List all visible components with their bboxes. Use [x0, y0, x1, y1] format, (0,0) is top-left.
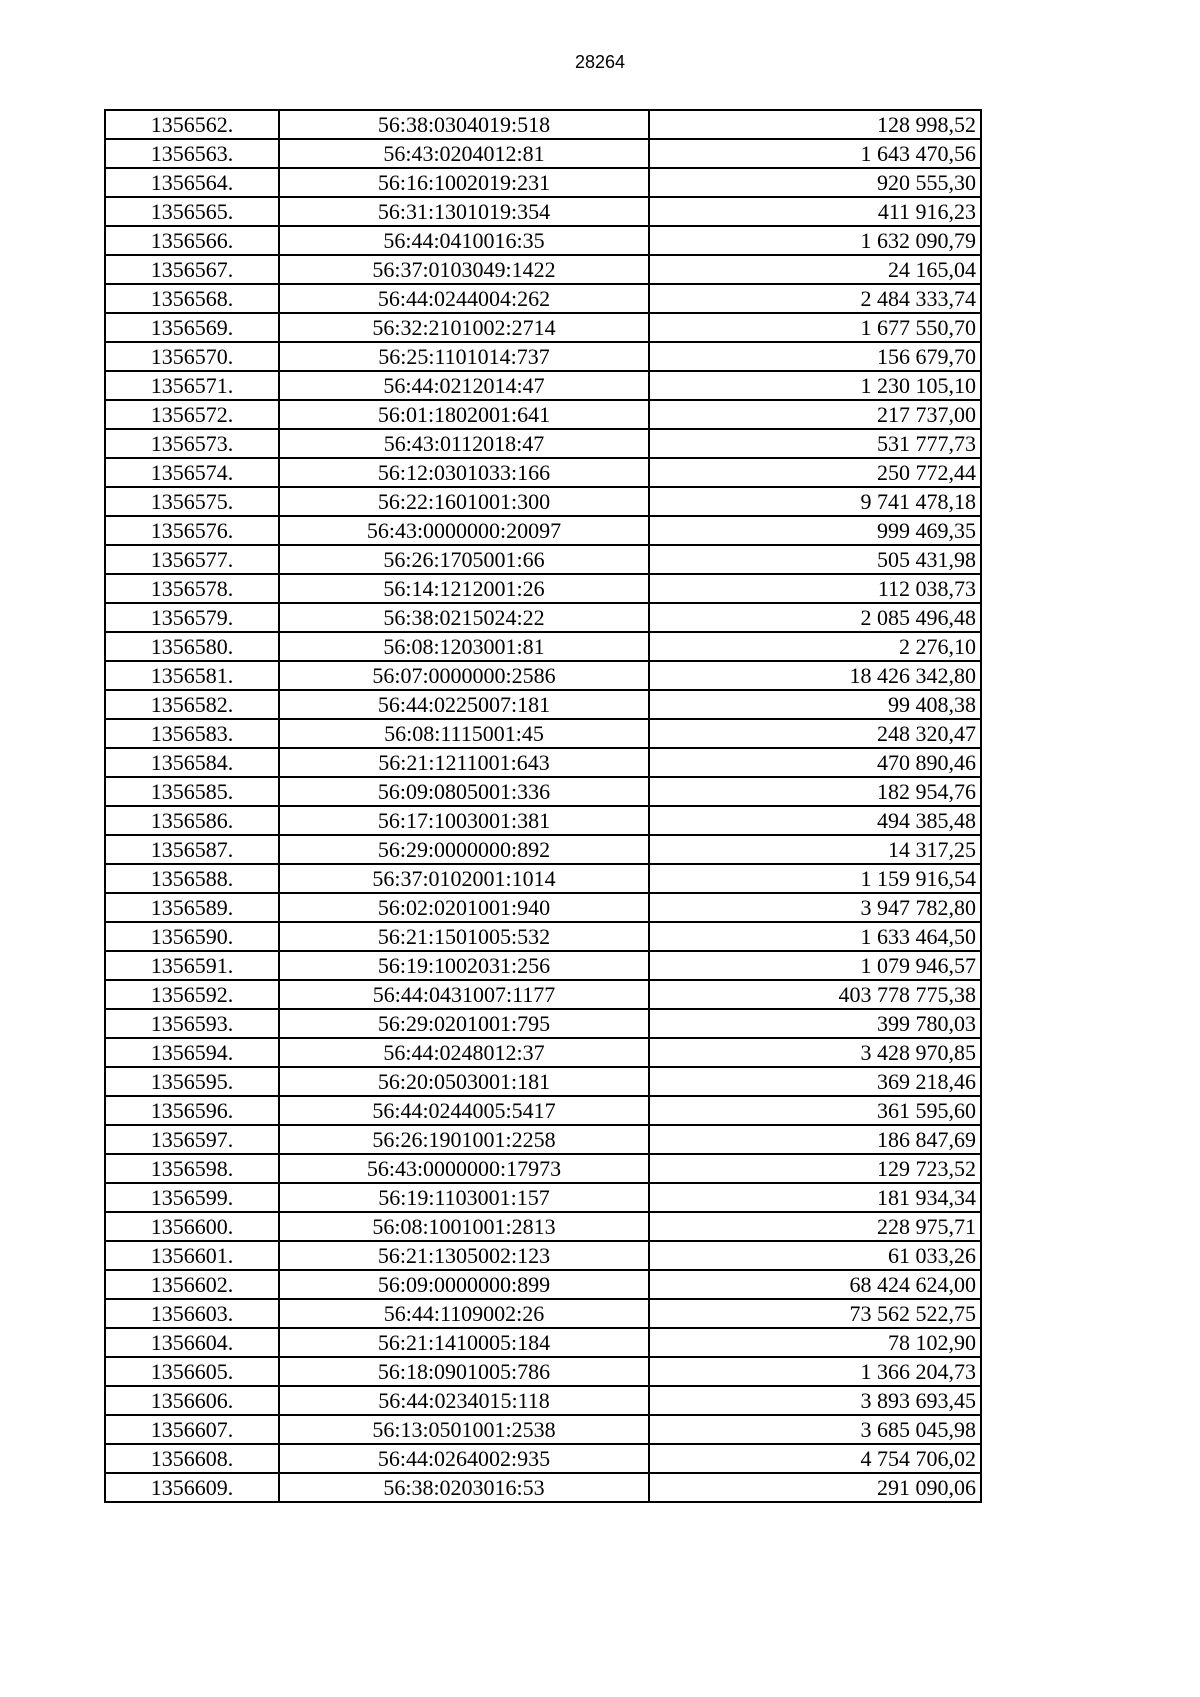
- cadastral-number-cell: 56:44:0212014:47: [279, 371, 649, 400]
- row-number-cell: 1356598.: [105, 1154, 279, 1183]
- cadastral-value-cell: 217 737,00: [649, 400, 981, 429]
- table-row: [105, 1415, 981, 1444]
- cadastral-value-cell: 531 777,73: [649, 429, 981, 458]
- row-number-cell: 1356596.: [105, 1096, 279, 1125]
- cadastral-value-cell: 181 934,34: [649, 1183, 981, 1212]
- cadastral-number-cell: 56:08:1203001:81: [279, 632, 649, 661]
- row-number-cell: 1356576.: [105, 516, 279, 545]
- cadastral-number-cell: 56:19:1002031:256: [279, 951, 649, 980]
- row-number-cell: 1356568.: [105, 284, 279, 313]
- row-number-cell: 1356587.: [105, 835, 279, 864]
- cadastral-number-cell: 56:25:1101014:737: [279, 342, 649, 371]
- row-number-cell: 1356607.: [105, 1415, 279, 1444]
- cadastral-number-cell: 56:44:0431007:1177: [279, 980, 649, 1009]
- cadastral-value-cell: 1 079 946,57: [649, 951, 981, 980]
- cadastral-number-cell: 56:26:1705001:66: [279, 545, 649, 574]
- cadastral-number-cell: 56:26:1901001:2258: [279, 1125, 649, 1154]
- row-number-cell: 1356578.: [105, 574, 279, 603]
- row-number-cell: 1356570.: [105, 342, 279, 371]
- page-number: 28264: [574, 52, 626, 72]
- cadastral-number-cell: 56:19:1103001:157: [279, 1183, 649, 1212]
- cadastral-value-cell: 999 469,35: [649, 516, 981, 545]
- table-row: [105, 1241, 981, 1270]
- row-number-cell: 1356574.: [105, 458, 279, 487]
- table-row: [105, 110, 981, 139]
- row-number-cell: 1356582.: [105, 690, 279, 719]
- row-number-cell: 1356583.: [105, 719, 279, 748]
- table-row: [105, 1125, 981, 1154]
- row-number-cell: 1356589.: [105, 893, 279, 922]
- cadastral-number-cell: 56:01:1802001:641: [279, 400, 649, 429]
- row-number-cell: 1356567.: [105, 255, 279, 284]
- cadastral-value-cell: 411 916,23: [649, 197, 981, 226]
- cadastral-value-cell: 1 230 105,10: [649, 371, 981, 400]
- cadastral-number-cell: 56:14:1212001:26: [279, 574, 649, 603]
- table-row: [105, 835, 981, 864]
- table-row: [105, 1009, 981, 1038]
- table-row: [105, 487, 981, 516]
- table-row: [105, 1183, 981, 1212]
- cadastral-value-cell: 250 772,44: [649, 458, 981, 487]
- cadastral-number-cell: 56:32:2101002:2714: [279, 313, 649, 342]
- cadastral-number-cell: 56:29:0000000:892: [279, 835, 649, 864]
- cadastral-number-cell: 56:37:0103049:1422: [279, 255, 649, 284]
- table-row: [105, 139, 981, 168]
- row-number-cell: 1356590.: [105, 922, 279, 951]
- cadastral-value-cell: 186 847,69: [649, 1125, 981, 1154]
- table-row: [105, 574, 981, 603]
- table-row: [105, 1212, 981, 1241]
- table-row: [105, 603, 981, 632]
- table-row: [105, 371, 981, 400]
- cadastral-number-cell: 56:22:1601001:300: [279, 487, 649, 516]
- table-row: [105, 777, 981, 806]
- cadastral-value-cell: 3 947 782,80: [649, 893, 981, 922]
- table-row: [105, 1154, 981, 1183]
- row-number-cell: 1356591.: [105, 951, 279, 980]
- cadastral-value-cell: 3 685 045,98: [649, 1415, 981, 1444]
- cadastral-number-cell: 56:43:0204012:81: [279, 139, 649, 168]
- row-number-cell: 1356575.: [105, 487, 279, 516]
- cadastral-number-cell: 56:18:0901005:786: [279, 1357, 649, 1386]
- row-number-cell: 1356602.: [105, 1270, 279, 1299]
- cadastral-number-cell: 56:21:1501005:532: [279, 922, 649, 951]
- cadastral-value-cell: 403 778 775,38: [649, 980, 981, 1009]
- cadastral-number-cell: 56:29:0201001:795: [279, 1009, 649, 1038]
- table-row: [105, 1328, 981, 1357]
- cadastral-value-cell: 1 366 204,73: [649, 1357, 981, 1386]
- row-number-cell: 1356585.: [105, 777, 279, 806]
- table-row: [105, 1067, 981, 1096]
- row-number-cell: 1356562.: [105, 110, 279, 139]
- table-row: [105, 1096, 981, 1125]
- row-number-cell: 1356572.: [105, 400, 279, 429]
- row-number-cell: 1356584.: [105, 748, 279, 777]
- cadastral-table-container: [104, 109, 982, 1503]
- table-row: [105, 1444, 981, 1473]
- table-row: [105, 168, 981, 197]
- cadastral-number-cell: 56:38:0215024:22: [279, 603, 649, 632]
- cadastral-number-cell: 56:44:1109002:26: [279, 1299, 649, 1328]
- row-number-cell: 1356605.: [105, 1357, 279, 1386]
- cadastral-value-cell: 18 426 342,80: [649, 661, 981, 690]
- row-number-cell: 1356577.: [105, 545, 279, 574]
- cadastral-value-cell: 4 754 706,02: [649, 1444, 981, 1473]
- cadastral-number-cell: 56:21:1410005:184: [279, 1328, 649, 1357]
- cadastral-number-cell: 56:07:0000000:2586: [279, 661, 649, 690]
- cadastral-value-cell: 920 555,30: [649, 168, 981, 197]
- table-body: [105, 110, 981, 1502]
- row-number-cell: 1356588.: [105, 864, 279, 893]
- cadastral-value-cell: 361 595,60: [649, 1096, 981, 1125]
- table-row: [105, 980, 981, 1009]
- cadastral-number-cell: 56:43:0000000:17973: [279, 1154, 649, 1183]
- cadastral-number-cell: 56:13:0501001:2538: [279, 1415, 649, 1444]
- row-number-cell: 1356608.: [105, 1444, 279, 1473]
- row-number-cell: 1356566.: [105, 226, 279, 255]
- row-number-cell: 1356601.: [105, 1241, 279, 1270]
- row-number-cell: 1356603.: [105, 1299, 279, 1328]
- cadastral-value-cell: 1 677 550,70: [649, 313, 981, 342]
- cadastral-number-cell: 56:44:0410016:35: [279, 226, 649, 255]
- table-row: [105, 1270, 981, 1299]
- cadastral-value-cell: 248 320,47: [649, 719, 981, 748]
- cadastral-value-cell: 228 975,71: [649, 1212, 981, 1241]
- table-row: [105, 545, 981, 574]
- cadastral-number-cell: 56:43:0112018:47: [279, 429, 649, 458]
- table-row: [105, 1357, 981, 1386]
- cadastral-value-cell: 99 408,38: [649, 690, 981, 719]
- cadastral-number-cell: 56:12:0301033:166: [279, 458, 649, 487]
- row-number-cell: 1356594.: [105, 1038, 279, 1067]
- cadastral-value-cell: 24 165,04: [649, 255, 981, 284]
- table-row: [105, 922, 981, 951]
- cadastral-number-cell: 56:21:1211001:643: [279, 748, 649, 777]
- table-row: [105, 1038, 981, 1067]
- cadastral-value-cell: 2 484 333,74: [649, 284, 981, 313]
- cadastral-number-cell: 56:44:0248012:37: [279, 1038, 649, 1067]
- cadastral-value-cell: 1 159 916,54: [649, 864, 981, 893]
- row-number-cell: 1356592.: [105, 980, 279, 1009]
- cadastral-value-cell: 1 632 090,79: [649, 226, 981, 255]
- cadastral-value-cell: 128 998,52: [649, 110, 981, 139]
- cadastral-number-cell: 56:44:0244004:262: [279, 284, 649, 313]
- cadastral-value-cell: 9 741 478,18: [649, 487, 981, 516]
- cadastral-value-cell: 2 276,10: [649, 632, 981, 661]
- cadastral-number-cell: 56:44:0244005:5417: [279, 1096, 649, 1125]
- table-row: [105, 313, 981, 342]
- cadastral-number-cell: 56:38:0304019:518: [279, 110, 649, 139]
- table-row: [105, 197, 981, 226]
- cadastral-value-cell: 14 317,25: [649, 835, 981, 864]
- row-number-cell: 1356565.: [105, 197, 279, 226]
- cadastral-value-cell: 129 723,52: [649, 1154, 981, 1183]
- cadastral-value-cell: 1 633 464,50: [649, 922, 981, 951]
- table-row: [105, 806, 981, 835]
- cadastral-value-cell: 470 890,46: [649, 748, 981, 777]
- row-number-cell: 1356609.: [105, 1473, 279, 1502]
- cadastral-number-cell: 56:37:0102001:1014: [279, 864, 649, 893]
- table-row: [105, 226, 981, 255]
- table-row: [105, 429, 981, 458]
- row-number-cell: 1356581.: [105, 661, 279, 690]
- table-row: [105, 1473, 981, 1502]
- row-number-cell: 1356597.: [105, 1125, 279, 1154]
- row-number-cell: 1356600.: [105, 1212, 279, 1241]
- row-number-cell: 1356606.: [105, 1386, 279, 1415]
- cadastral-value-cell: 369 218,46: [649, 1067, 981, 1096]
- row-number-cell: 1356580.: [105, 632, 279, 661]
- table-row: [105, 719, 981, 748]
- cadastral-number-cell: 56:02:0201001:940: [279, 893, 649, 922]
- table-row: [105, 255, 981, 284]
- cadastral-value-cell: 505 431,98: [649, 545, 981, 574]
- cadastral-number-cell: 56:08:1115001:45: [279, 719, 649, 748]
- cadastral-value-cell: 291 090,06: [649, 1473, 981, 1502]
- table-row: [105, 690, 981, 719]
- row-number-cell: 1356579.: [105, 603, 279, 632]
- cadastral-value-cell: 1 643 470,56: [649, 139, 981, 168]
- cadastral-value-table: [104, 109, 982, 1503]
- cadastral-value-cell: 3 893 693,45: [649, 1386, 981, 1415]
- cadastral-value-cell: 68 424 624,00: [649, 1270, 981, 1299]
- cadastral-number-cell: 56:17:1003001:381: [279, 806, 649, 835]
- cadastral-number-cell: 56:08:1001001:2813: [279, 1212, 649, 1241]
- table-row: [105, 864, 981, 893]
- table-row: [105, 632, 981, 661]
- row-number-cell: 1356571.: [105, 371, 279, 400]
- cadastral-number-cell: 56:44:0264002:935: [279, 1444, 649, 1473]
- cadastral-value-cell: 73 562 522,75: [649, 1299, 981, 1328]
- table-row: [105, 661, 981, 690]
- cadastral-number-cell: 56:44:0225007:181: [279, 690, 649, 719]
- table-row: [105, 342, 981, 371]
- cadastral-number-cell: 56:21:1305002:123: [279, 1241, 649, 1270]
- cadastral-value-cell: 399 780,03: [649, 1009, 981, 1038]
- cadastral-number-cell: 56:43:0000000:20097: [279, 516, 649, 545]
- row-number-cell: 1356599.: [105, 1183, 279, 1212]
- cadastral-number-cell: 56:09:0000000:899: [279, 1270, 649, 1299]
- cadastral-value-cell: 112 038,73: [649, 574, 981, 603]
- row-number-cell: 1356593.: [105, 1009, 279, 1038]
- cadastral-number-cell: 56:09:0805001:336: [279, 777, 649, 806]
- cadastral-value-cell: 494 385,48: [649, 806, 981, 835]
- row-number-cell: 1356569.: [105, 313, 279, 342]
- cadastral-number-cell: 56:16:1002019:231: [279, 168, 649, 197]
- table-row: [105, 284, 981, 313]
- table-row: [105, 400, 981, 429]
- cadastral-value-cell: 61 033,26: [649, 1241, 981, 1270]
- row-number-cell: 1356563.: [105, 139, 279, 168]
- table-row: [105, 1299, 981, 1328]
- table-row: [105, 458, 981, 487]
- cadastral-number-cell: 56:44:0234015:118: [279, 1386, 649, 1415]
- cadastral-value-cell: 156 679,70: [649, 342, 981, 371]
- cadastral-value-cell: 3 428 970,85: [649, 1038, 981, 1067]
- table-row: [105, 1386, 981, 1415]
- cadastral-value-cell: 78 102,90: [649, 1328, 981, 1357]
- row-number-cell: 1356564.: [105, 168, 279, 197]
- row-number-cell: 1356604.: [105, 1328, 279, 1357]
- cadastral-value-cell: 182 954,76: [649, 777, 981, 806]
- cadastral-number-cell: 56:31:1301019:354: [279, 197, 649, 226]
- row-number-cell: 1356595.: [105, 1067, 279, 1096]
- cadastral-number-cell: 56:20:0503001:181: [279, 1067, 649, 1096]
- table-row: [105, 748, 981, 777]
- table-row: [105, 516, 981, 545]
- row-number-cell: 1356573.: [105, 429, 279, 458]
- cadastral-value-cell: 2 085 496,48: [649, 603, 981, 632]
- cadastral-number-cell: 56:38:0203016:53: [279, 1473, 649, 1502]
- table-row: [105, 951, 981, 980]
- table-row: [105, 893, 981, 922]
- row-number-cell: 1356586.: [105, 806, 279, 835]
